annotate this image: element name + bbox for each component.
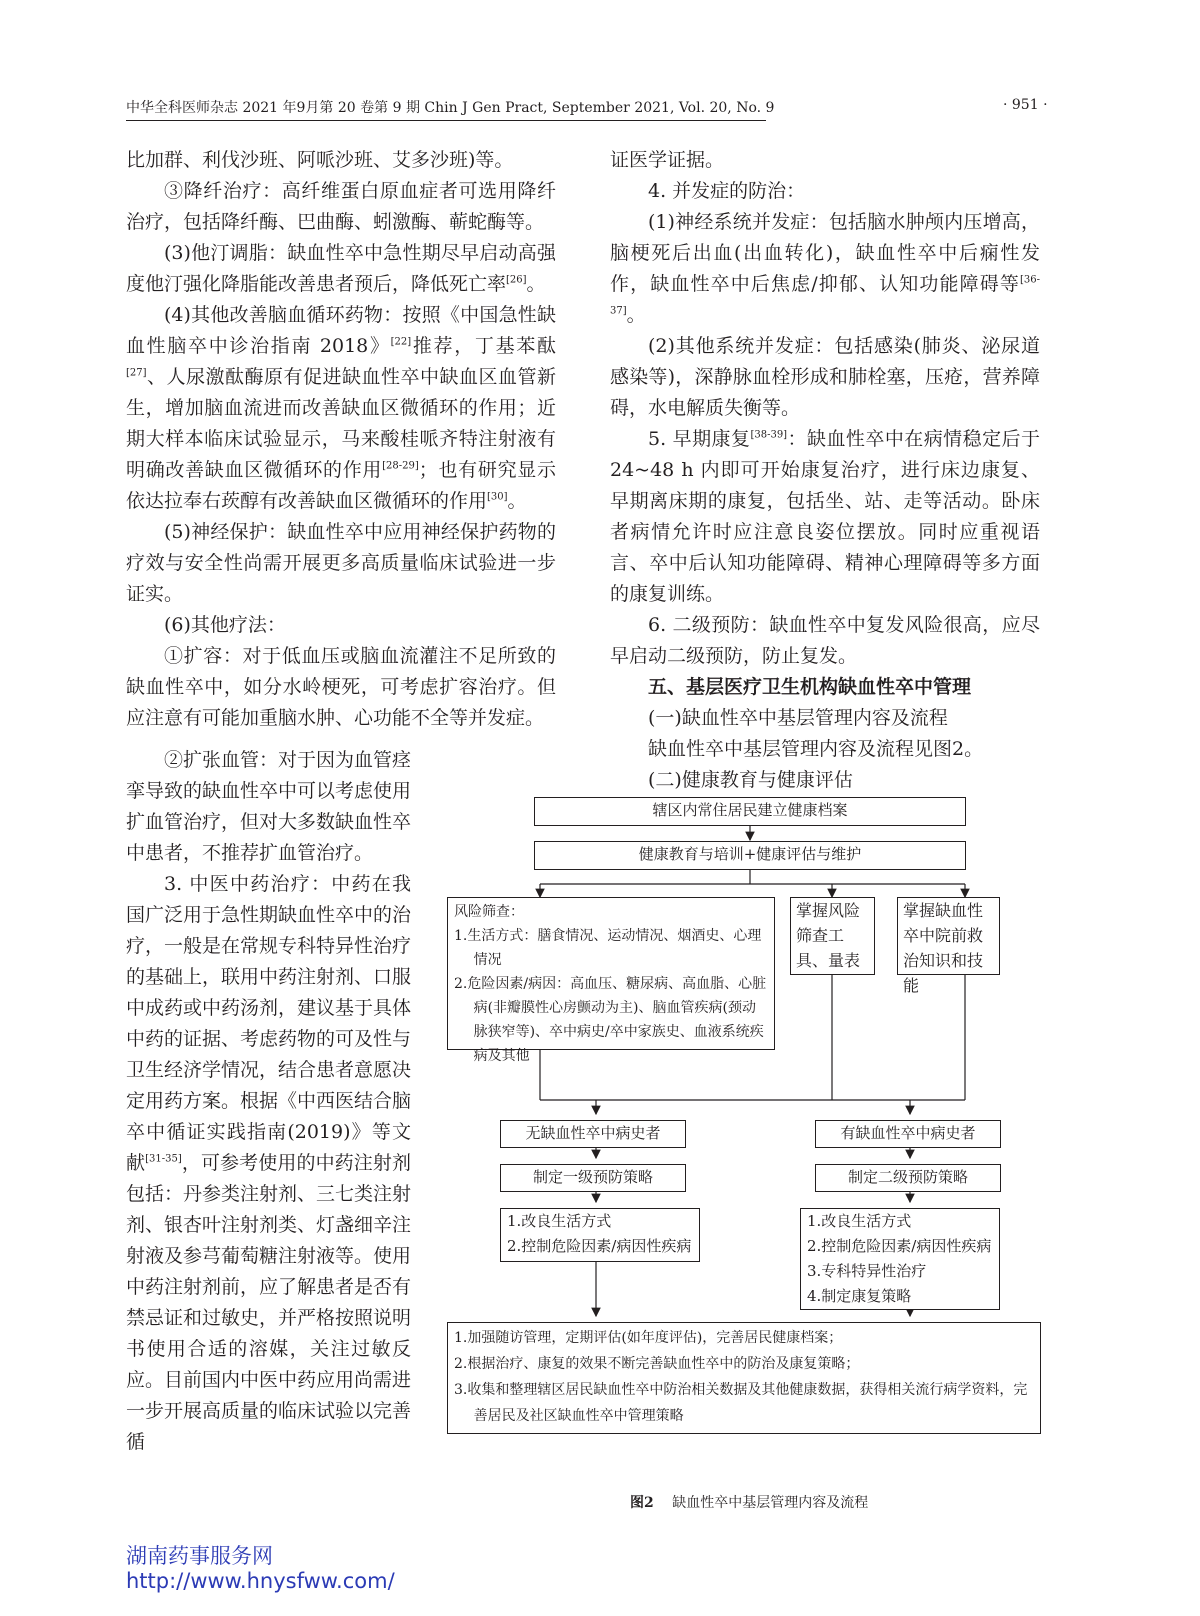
risk-item: 2.危险因素/病因：高血压、糖尿病、高血脂、心脏病(非瓣膜性心房颤动为主)、脑血管疾病(颈动脉狭窄等)、卒中病史/卒中家族史、血液系统疾病及其他 [454,976,767,1064]
box-risk-screening [447,897,775,1064]
paragraph: (1)神经系统并发症：包括脑水肿颅内压增高，脑梗死后出血(出血转化)，缺血性卒中后痫性发作，缺血性卒中后焦虑/抑郁、认知功能障碍等[36-37]。 [610,211,1040,326]
followup-item: 1.加强随访管理，定期评估(如年度评估)，完善居民健康档案； [454,1330,843,1346]
measure-item: 4.制定康复策略 [807,1287,912,1305]
figure-label: 图2 [630,1495,654,1511]
figure-caption [630,1492,868,1512]
subsection-heading: (一)缺血性卒中基层管理内容及流程 [648,707,948,729]
measure-item: 2.控制危险因素/病因性疾病 [507,1237,692,1255]
citation: [22] [390,336,412,348]
citation: [36-37] [610,274,1040,317]
citation: [26] [506,274,527,286]
risk-item: 1.生活方式：膳食情况、运动情况、烟酒史、心理情况 [454,928,762,968]
risk-title: 风险筛查： [454,904,524,920]
paragraph: (3)他汀调脂：缺血性卒中急性期尽早启动高强度他汀强化降脂能改善患者预后，降低死亡率[26]。 [126,242,556,295]
paragraph: (5)神经保护：缺血性卒中应用神经保护药物的疗效与安全性尚需开展更多高质量临床试验进一步证实。 [126,521,556,605]
followup-item: 2.根据治疗、康复的效果不断完善缺血性卒中的防治及康复策略； [454,1356,860,1372]
paragraph: ②扩张血管：对于因为血管痉挛导致的缺血性卒中可以考虑使用扩血管治疗，但对大多数缺血性卒中患者，不推荐扩血管治疗。 [126,749,412,864]
box-primary-prevention: 制定一级预防策略 [500,1164,686,1192]
paragraph: 5. 早期康复[38-39]：缺血性卒中在病情稳定后于 24~48 h 内即可开始康复治疗，进行床边康复、早期离床期的康复，包括坐、站、走等活动。卧床者病情允许时应注意良姿位摆放。同时应重视语言、卒中后认知功能障碍、精神心理障碍等多方面的康复训练。 [610,428,1040,605]
followup-item: 3.收集和整理辖区居民缺血性卒中防治相关数据及其他健康数据，获得相关流行病学资料，完善居民及社区缺血性卒中管理策略 [454,1382,1028,1424]
paragraph: ③降纤治疗：高纤维蛋白原血症者可选用降纤治疗，包括降纤酶、巴曲酶、蚓激酶、蕲蛇酶等。 [126,180,556,233]
measure-item: 1.改良生活方式 [507,1212,612,1230]
paragraph: (2)其他系统并发症：包括感染(肺炎、泌尿道感染等)，深静脉血栓形成和肺栓塞，压疮，营养障碍，水电解质失衡等。 [610,335,1040,419]
figure-title: 缺血性卒中基层管理内容及流程 [672,1495,869,1511]
box-primary-measures [500,1208,700,1262]
measure-item: 2.控制危险因素/病因性疾病 [807,1237,992,1255]
citation: [31-35] [145,1153,182,1165]
paragraph: 6. 二级预防：缺血性卒中复发风险很高，应尽早启动二级预防，防止复发。 [610,614,1040,667]
watermark-url[interactable]: http://www.hnysfww.com/ [126,1569,395,1593]
paragraph: (4)其他改善脑血循环药物：按照《中国急性缺血性脑卒中诊治指南 2018》[22]推荐，丁基苯酞[27]、人尿激酞酶原有促进缺血性卒中缺血区血管新生，增加脑血流进而改善缺血区微循环的作用；近期大样本临床试验显示，马来酸桂哌齐特注射液有明确改善缺血区微循环的作用[28-29]；也有研究显示依达拉奉右莰醇有改善缺血区微循环的作用[30]。 [126,304,556,512]
paragraph: 比加群、利伐沙班、阿哌沙班、艾多沙班)等。 [126,149,514,171]
page-number: · 951 · [1003,97,1048,113]
subsection-heading: (二)健康教育与健康评估 [648,769,853,791]
paragraph: ①扩容：对于低血压或脑血流灌注不足所致的缺血性卒中，如分水岭梗死，可考虑扩容治疗。但应注意有可能加重脑水肿、心功能不全等并发症。 [126,645,556,729]
watermark-name: 湖南药事服务网 [126,1544,273,1568]
measure-item: 3.专科特异性治疗 [807,1262,927,1280]
citation: [28-29] [382,460,419,472]
box-screening-tools: 掌握风险筛查工具、量表 [790,897,875,975]
citation: [38-39] [750,429,788,441]
box-secondary-prevention: 制定二级预防策略 [815,1164,1001,1192]
box-no-history: 无缺血性卒中病史者 [500,1120,686,1148]
paragraph: (6)其他疗法： [164,614,286,636]
box-secondary-measures [800,1208,1000,1310]
paragraph: 缺血性卒中基层管理内容及流程见图2。 [648,738,984,760]
box-with-history: 有缺血性卒中病史者 [815,1120,1001,1148]
paragraph: 3. 中医中药治疗：中药在我国广泛用于急性期缺血性卒中的治疗，一般是在常规专科特异性治疗的基础上，联用中药注射剂、口服中成药或中药汤剂，建议基于具体中药的证据、考虑药物的可及性与卫生经济学情况，结合患者意愿决定用药方案。根据《中西医结合脑卒中循证实践指南(2019)》等文献[31-35]，可参考使用的中药注射剂包括：丹参类注射剂、三七类注射剂、银杏叶注射剂类、灯盏细辛注射液及参芎葡萄糖注射液等。使用中药注射剂前，应了解患者是否有禁忌证和过敏史，并严格按照说明书使用合适的溶媒，关注过敏反应。目前国内中医中药应用尚需进一步开展高质量的临床试验以完善循 [126,873,412,1453]
box-health-education: 健康教育与培训+健康评估与维护 [534,841,966,870]
paragraph: 4. 并发症的防治： [648,180,806,202]
running-header: 中华全科医师杂志 2021 年9月第 20 卷第 9 期 Chin J Gen Pract, September 2021, Vol. 20, No. 9 [126,100,775,116]
citation: [30] [487,491,508,503]
measure-item: 1.改良生活方式 [807,1212,912,1230]
citation: [27] [126,367,147,379]
box-followup [447,1322,1041,1434]
box-prehospital-skills: 掌握缺血性卒中院前救治知识和技能 [897,897,1000,975]
paragraph: 证医学证据。 [610,149,725,171]
box-health-archive: 辖区内常住居民建立健康档案 [534,797,966,826]
section-heading: 五、基层医疗卫生机构缺血性卒中管理 [648,676,972,698]
